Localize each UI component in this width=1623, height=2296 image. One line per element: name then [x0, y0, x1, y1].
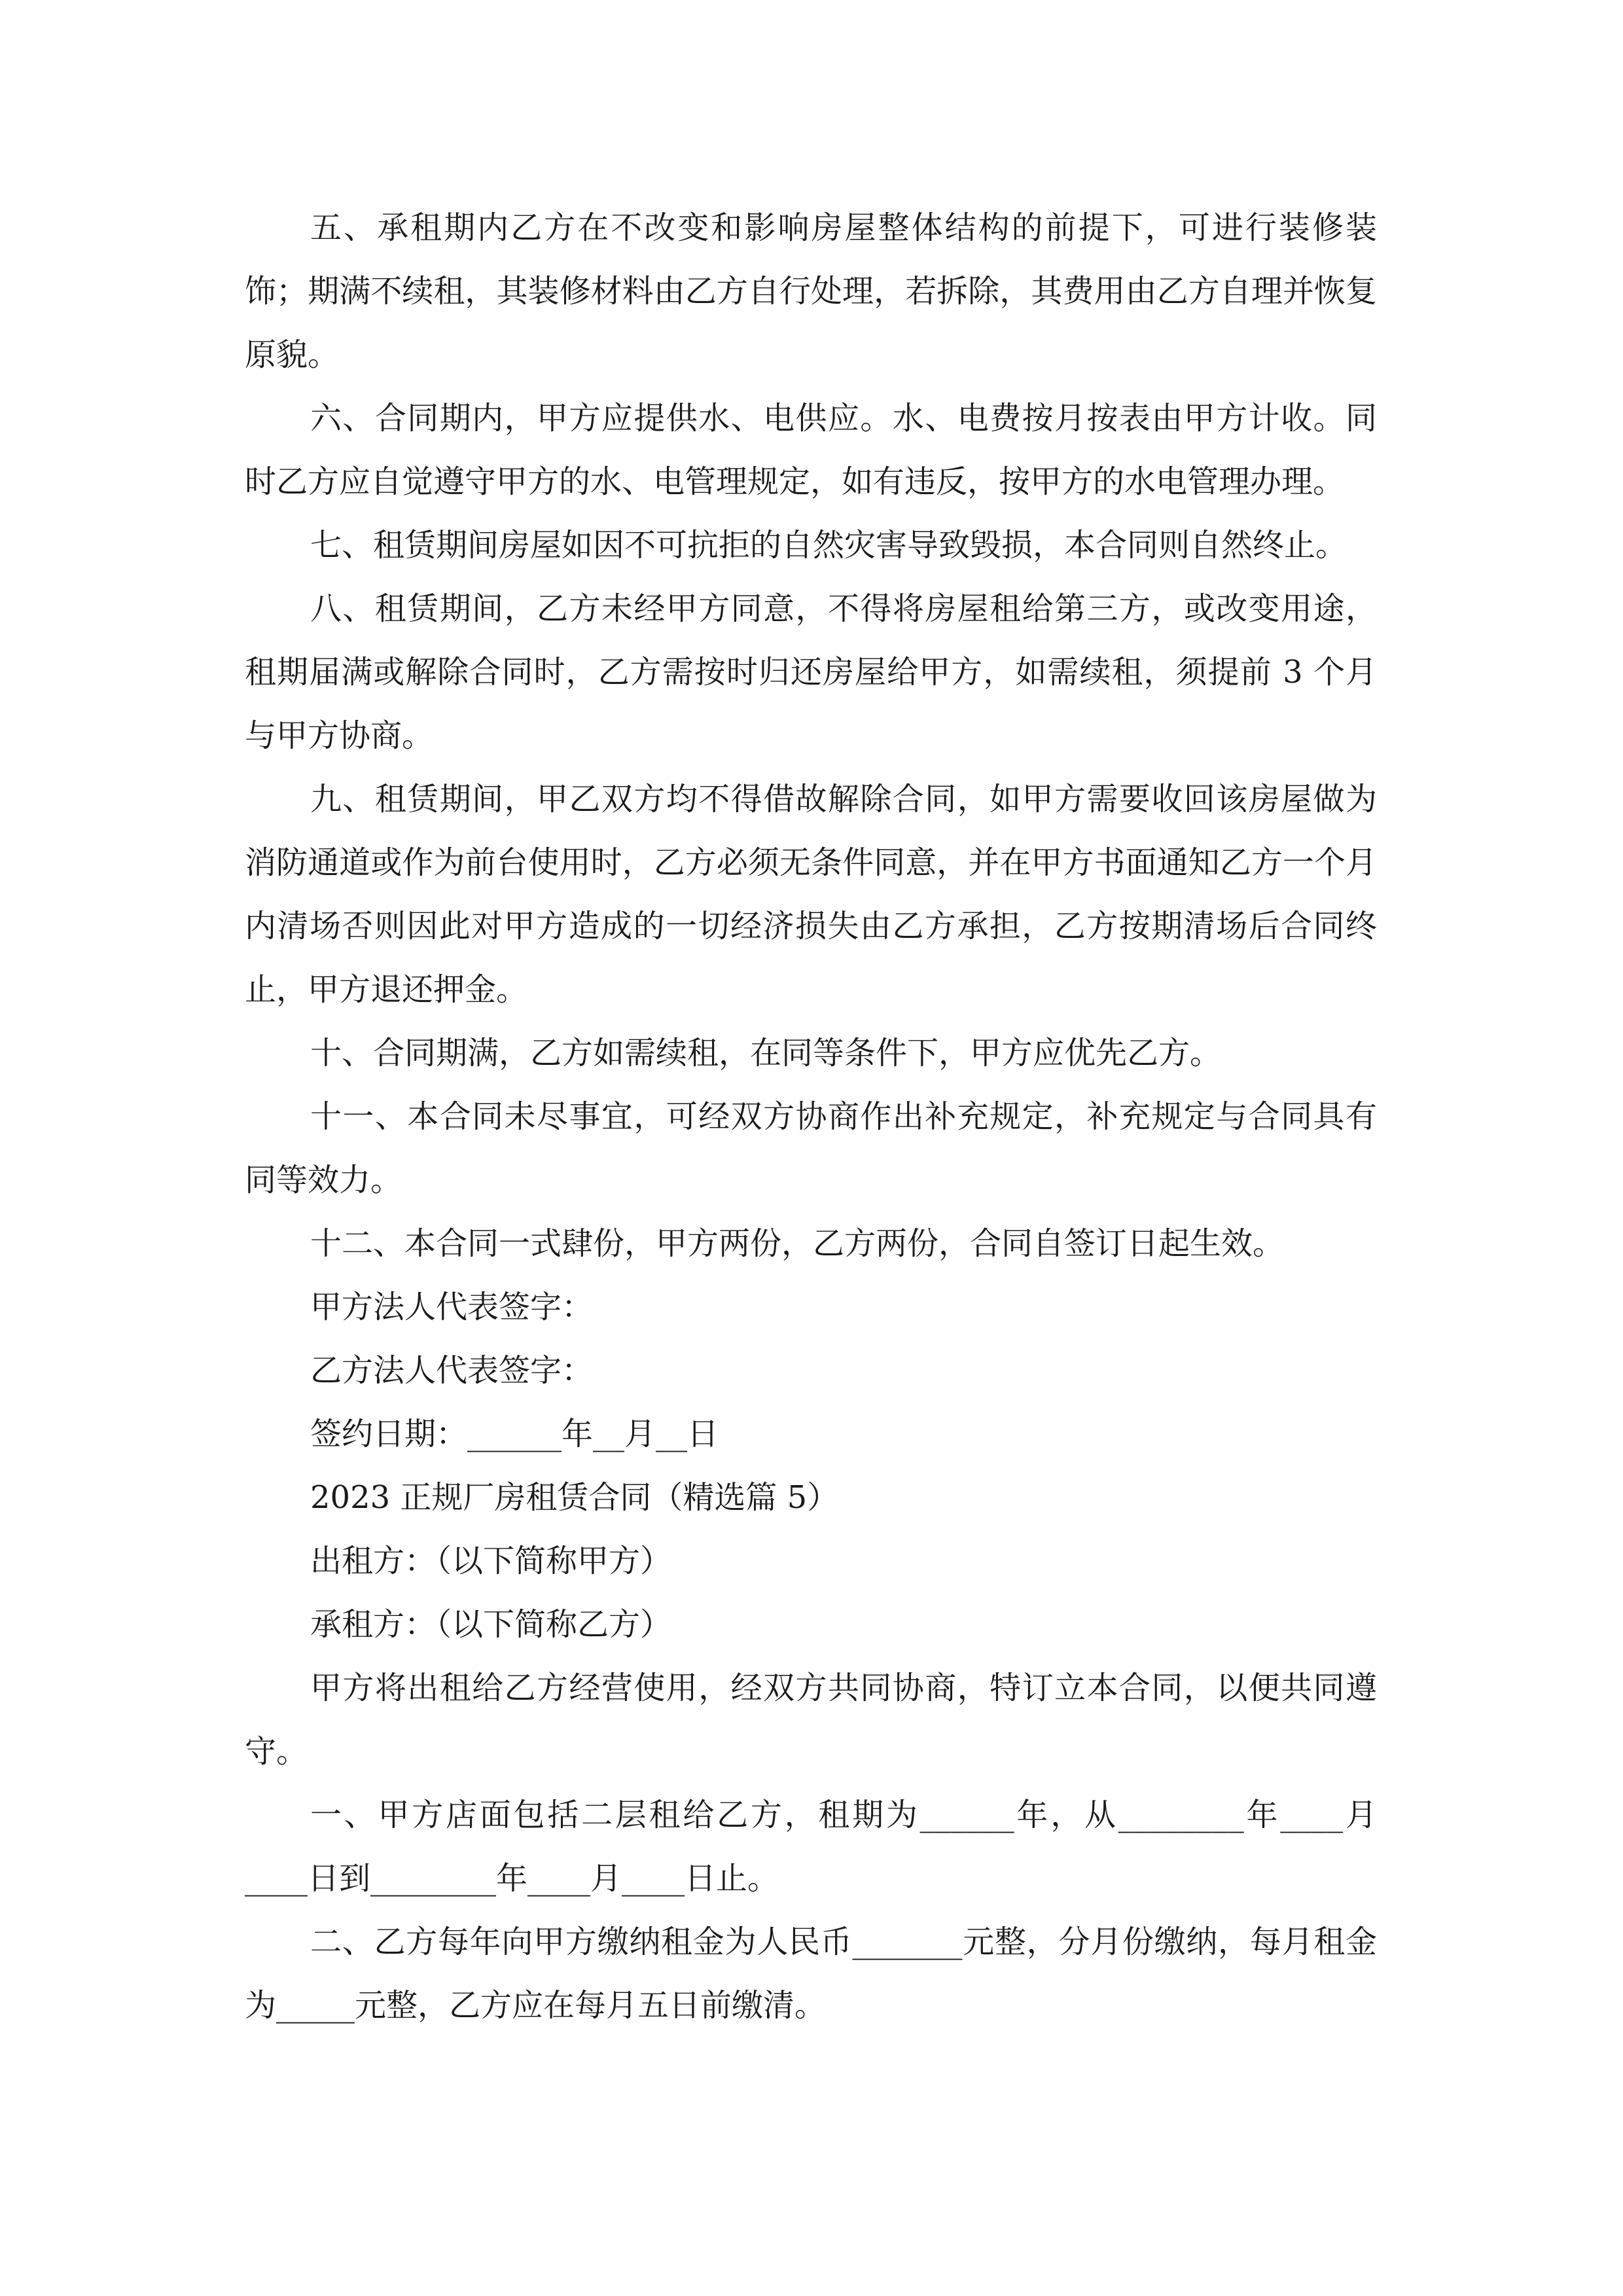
clause-7: 七、租赁期间房屋如因不可抗拒的自然灾害导致毁损，本合同则自然终止。	[310, 527, 1347, 564]
party-a-signature-line: 甲方法人代表签字：	[310, 1289, 594, 1325]
contract-title: 2023 正规厂房租赁合同（精选篇 5）	[310, 1479, 839, 1516]
clause-11: 十一、本合同未尽事宜，可经双方协商作出补充规定，补充规定与合同具有同等效力。	[245, 1098, 1377, 1198]
clause-5: 五、承租期内乙方在不改变和影响房屋整体结构的前提下，可进行装修装饰；期满不续租，其装修材料由乙方自行处理，若拆除，其费用由乙方自理并恢复原貌。	[245, 209, 1377, 373]
document-body	[245, 196, 1377, 2037]
signing-date-line: 签约日期：______年__月__日	[310, 1416, 719, 1452]
clause-2: 二、乙方每年向甲方缴纳租金为人民币_______元整，分月份缴纳，每月租金为_____元整，乙方应在每月五日前缴清。	[245, 1924, 1377, 2024]
lessor-line: 出租方：（以下简称甲方）	[310, 1543, 672, 1579]
clause-10: 十、合同期满，乙方如需续租，在同等条件下，甲方应优先乙方。	[310, 1035, 1222, 1071]
clause-9: 九、租赁期间，甲乙双方均不得借故解除合同，如甲方需要收回该房屋做为消防通道或作为前台使用时，乙方必须无条件同意，并在甲方书面通知乙方一个月内清场否则因此对甲方造成的一切经济损失由乙方承担，乙方按期清场后合同终止，甲方退还押金。	[245, 781, 1377, 1008]
clause-1: 一、甲方店面包括二层租给乙方，租期为______年，从________年____月____日到________年____月____日止。	[245, 1797, 1377, 1897]
clause-6: 六、合同期内，甲方应提供水、电供应。水、电费按月按表由甲方计收。同时乙方应自觉遵守甲方的水、电管理规定，如有违反，按甲方的水电管理办理。	[245, 400, 1377, 500]
clause-8: 八、租赁期间，乙方未经甲方同意，不得将房屋租给第三方，或改变用途，租期届满或解除合同时，乙方需按时归还房屋给甲方，如需续租，须提前 3 个月与甲方协商。	[245, 590, 1377, 754]
clause-12: 十二、本合同一式肆份，甲方两份，乙方两份，合同自签订日起生效。	[310, 1225, 1285, 1262]
party-b-signature-line: 乙方法人代表签字：	[310, 1352, 594, 1389]
lessee-line: 承租方：（以下简称乙方）	[310, 1606, 672, 1643]
contract-preamble: 甲方将出租给乙方经营使用，经双方共同协商，特订立本合同，以便共同遵守。	[245, 1670, 1377, 1770]
